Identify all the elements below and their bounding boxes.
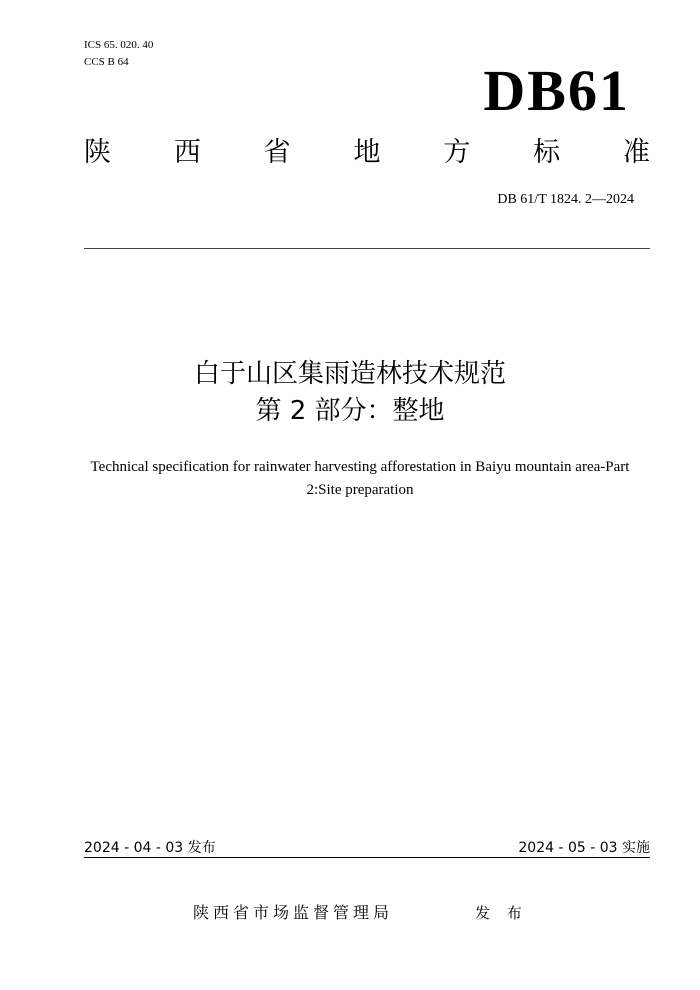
classification-codes <box>84 37 153 71</box>
issuing-authority-suffix: 发 布 <box>475 904 528 922</box>
standard-type-char: 西 <box>173 137 201 168</box>
standard-type-char: 方 <box>443 137 471 168</box>
footer-divider <box>84 857 650 858</box>
header-divider <box>84 248 650 249</box>
ics-code: ICS 65. 020. 40 <box>84 39 154 51</box>
implementation-date: 2024 - 05 - 03 实施 <box>518 840 650 856</box>
issue-date: 2024 - 04 - 03 发布 <box>84 840 216 856</box>
document-title-cn-line2: 第 2 部分：整地 <box>255 396 445 426</box>
standard-type-char: 陕 <box>84 137 111 168</box>
document-title-cn-line1: 白于山区集雨造林技术规范 <box>193 359 506 389</box>
standard-type-char: 标 <box>533 137 561 168</box>
standard-code: DB 61/T 1824. 2—2024 <box>497 192 634 207</box>
db61-logo: DB61 <box>483 58 630 123</box>
standard-type-char: 地 <box>353 137 381 168</box>
issuing-authority: 陕西省市场监督管理局 <box>193 903 394 922</box>
standard-type-char: 省 <box>263 137 291 168</box>
standard-type-char: 准 <box>622 137 650 168</box>
standard-type-title <box>84 136 650 170</box>
document-title-en: Technical specification for rainwater harvesting afforestation in Baiyu mountain area-Part 2:Site preparation <box>90 459 630 498</box>
ccs-code: CCS B 64 <box>84 56 129 68</box>
